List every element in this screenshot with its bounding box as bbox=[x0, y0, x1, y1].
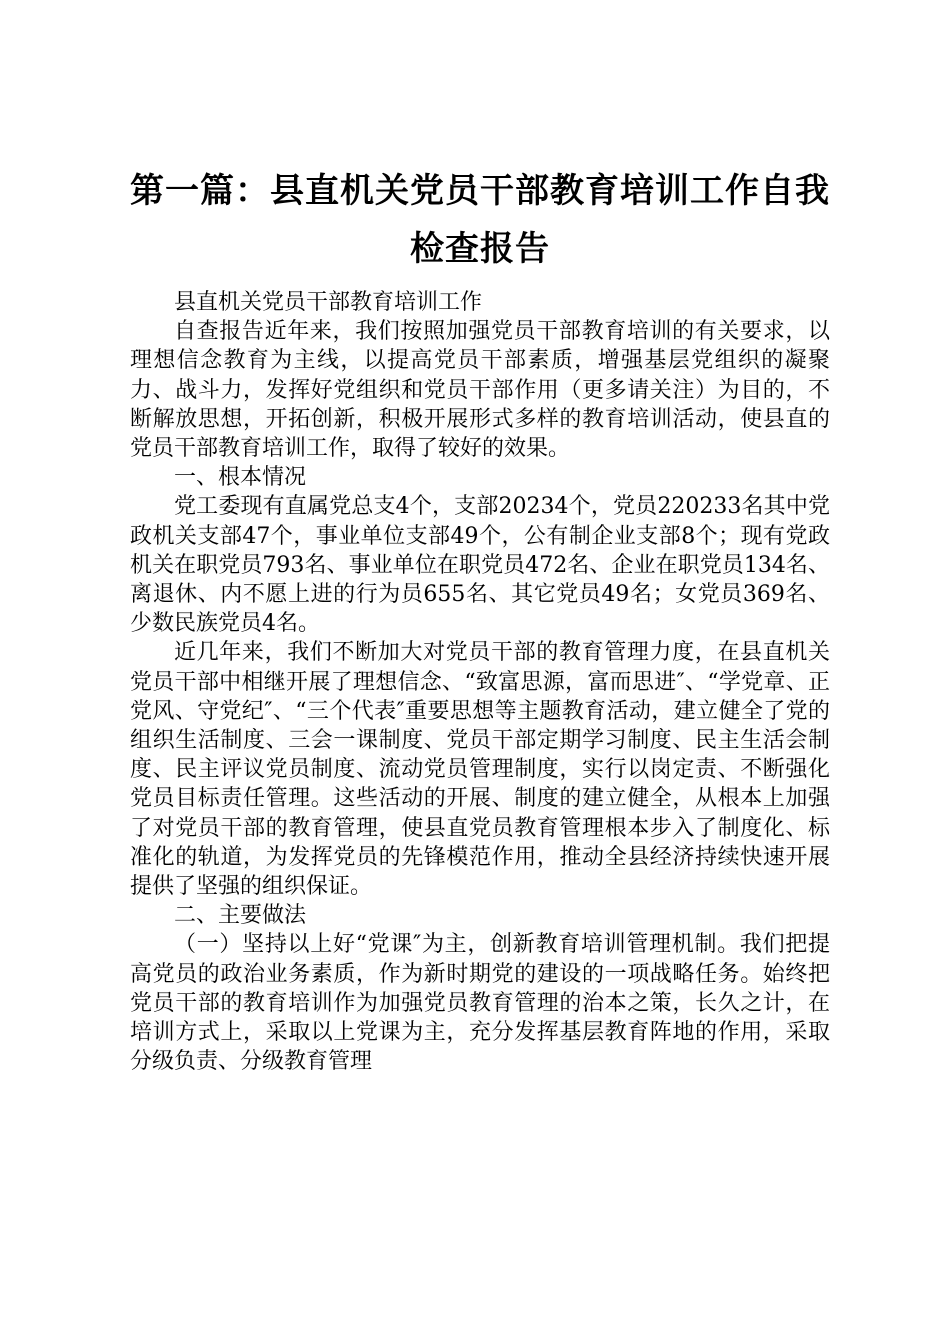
paragraph-recent-years: 近几年来，我们不断加大对党员干部的教育管理力度，在县直机关党员干部中相继开展了理想信念、“致富思源，富而思进″、“学党章、正党风、守党纪″、“三个代表″重要思想等主题教育活动，建立健全了党的组织生活制度、三会一课制度、党员干部定期学习制度、民主生活会制度、民主评议党员制度、流动党员管理制度，实行以岗定责、不断强化党员目标责任管理。这些活动的开展、制度的建立健全，从根本上加强了对党员干部的教育管理，使县直党员教育管理根本步入了制度化、标准化的轨道，为发挥党员的先锋模范作用，推动全县经济持续快速开展提供了坚强的组织保证。 bbox=[130, 640, 830, 900]
paragraph-practice-1: （一）坚持以上好“党课″为主，创新教育培训管理机制。我们把提高党员的政治业务素质，作为新时期党的建设的一项战略任务。始终把党员干部的教育培训作为加强党员教育管理的治本之策，长久之计，在培训方式上，采取以上党课为主，充分发挥基层教育阵地的作用，采取分级负责、分级教育管理 bbox=[130, 932, 830, 1075]
document-page bbox=[130, 162, 830, 1076]
section-heading-1: 一、根本情况 bbox=[174, 465, 307, 491]
paragraph-basic-info: 党工委现有直属党总支4个，支部20234个，党员220233名其中党政机关支部47个，事业单位支部49个，公有制企业支部8个；现有党政机关在职党员793名、事业单位在职党员472名、企业在职党员134名、离退休、内不愿上进的行为员655名、其它党员49名；女党员369名、少数民族党员4名。 bbox=[130, 494, 830, 637]
document-body bbox=[130, 288, 830, 1076]
section-heading-2: 二、主要做法 bbox=[174, 903, 307, 929]
title-line-1: 第一篇：县直机关党员干部教育培训工作自我 bbox=[130, 171, 830, 211]
title-line-2: 检查报告 bbox=[410, 229, 550, 269]
paragraph-subtitle: 县直机关党员干部教育培训工作 bbox=[174, 290, 483, 315]
paragraph-intro: 自查报告近年来，我们按照加强党员干部教育培训的有关要求，以理想信念教育为主线，以提高党员干部素质，增强基层党组织的凝聚力、战斗力，发挥好党组织和党员干部作用（更多请关注）为目的，不断解放思想，开拓创新，积极开展形式多样的教育培训活动，使县直的党员干部教育培训工作，取得了较好的效果。 bbox=[130, 319, 830, 462]
document-title bbox=[130, 162, 830, 278]
